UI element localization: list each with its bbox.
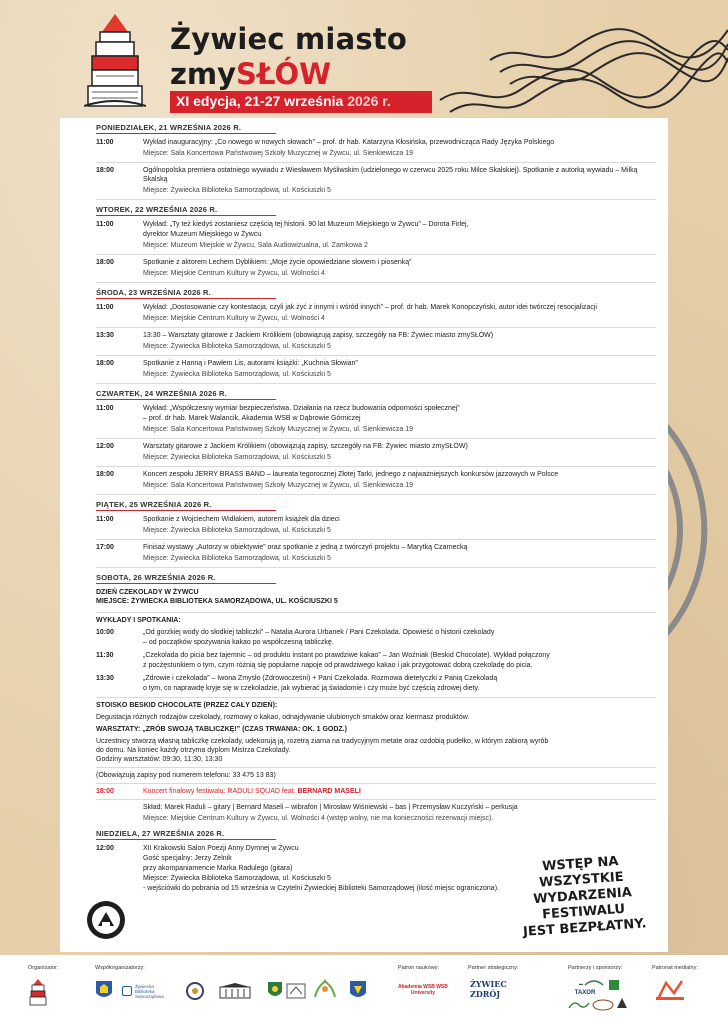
event-details: [143, 359, 656, 380]
event-details: [143, 258, 656, 279]
mck-building-icon: [218, 983, 252, 999]
workshop-text-2: do domu. Na koniec każdy otrzyma dyplom Mistrza Czekolady.: [96, 747, 291, 754]
event-details: [143, 515, 656, 536]
festival-logo-tower: [84, 14, 146, 112]
sponsors-footer: [0, 955, 728, 1024]
event-time: 13:30: [96, 332, 114, 339]
event-row: [96, 138, 656, 159]
school-logo-icon: [286, 983, 306, 999]
event-row: [96, 331, 656, 352]
title-highlight: SŁÓW: [236, 57, 332, 91]
concert-title-prefix: Koncert finałowy festiwalu: RADULI SQUAD feat.: [143, 788, 296, 795]
chocolate-day-heading: DZIEŃ CZEKOLADY W ŻYWCU: [96, 589, 199, 596]
day-underline: [96, 298, 276, 299]
talk-details: [143, 674, 656, 694]
concert-event: [96, 787, 656, 796]
ngo-logo-icon: [312, 979, 338, 1001]
divider: [96, 697, 656, 698]
free-entry-line-2: WYDARZENIA FESTIWALU: [532, 885, 633, 923]
media-label: Patronat medialny:: [652, 965, 698, 971]
media-patron-logo-icon: [654, 979, 686, 1003]
sunday-line-3: przy akompaniamencie Marka Radulego (gitara): [143, 865, 293, 872]
event-time: 17:00: [96, 544, 114, 551]
event-row: [96, 404, 656, 435]
edition-year: 2026 r.: [347, 93, 391, 109]
event-location: Miejsce: Żywiecka Biblioteka Samorządowa, ul. Kościuszki 5: [143, 187, 331, 194]
talk-description: o tym, co naprawdę kryje się w czekoladzie, jak wybierać ją świadomie i czy może być częścią zdrowej diety.: [143, 685, 480, 692]
event-time: 18:00: [96, 360, 114, 367]
day-underline: [96, 399, 276, 400]
day-label: PONIEDZIAŁEK, 21 WRZEŚNIA 2026 R.: [96, 123, 242, 132]
partners-label: Partnerzy i sponsorzy:: [568, 965, 623, 971]
zbs-logo: Żywiecka Biblioteka Samorządowa: [122, 981, 174, 1001]
talk-details: [143, 628, 656, 648]
talk-row: [96, 651, 656, 671]
event-details: [143, 331, 656, 352]
divider: [96, 466, 656, 467]
workshop-text-1: Uczestnicy stworzą własną tabliczkę czekolady, udekorują ją, rozetrą ziarna na tradycyjnym metate oraz ozdobią pudełko, w którym zabiorą wyrób: [96, 738, 549, 745]
event-description: Finisaż wystawy „Autorzy w obiektywie” oraz spotkanie z jedną z twórczyń projektu – Marytką Czarnecką: [143, 544, 468, 551]
day-underline: [96, 583, 276, 584]
museum-logo-icon: [186, 981, 204, 1001]
day-saturday: [96, 571, 656, 824]
silesia-coat-of-arms-icon: [350, 981, 366, 1001]
event-location: Miejsce: Sala Koncertowa Państwowej Szkoły Muzycznej w Żywcu, ul. Sienkiewicza 19: [143, 426, 413, 433]
talk-row: [96, 628, 656, 648]
talk-description: „Od gorzkiej wody do słodkiej tabliczki” – Natalia Aurora Urbanek / Pani Czekolada. Opowieść o historii czekolady: [143, 629, 495, 636]
event-time: 11:00: [96, 304, 114, 311]
event-location: Miejsce: Miejskie Centrum Kultury w Żywcu, ul. Wolności 4: [143, 315, 325, 322]
edition-text: XI edycja, 21-27 września: [176, 93, 344, 109]
workshop-signup: (Obowiązują zapisy pod numerem telefonu: 33 475 13 83): [96, 772, 276, 779]
event-description: Ogólnopolska premiera ostatniego wywiadu z Wiesławem Myśliwskim (udzielonego w czerwcu 2025 roku Milce Skalskiej). Spotkanie z autorką wywiadu – Milką Skalską: [143, 167, 638, 183]
event-details: [143, 543, 656, 564]
concert-details: [96, 803, 656, 824]
divider: [96, 567, 656, 568]
event-description: Wykład: „Współczesny wymiar bezpieczeństwa. Działania na rzecz budowania odporności społecznej”: [143, 405, 460, 412]
event-description: Koncert zespołu JERRY BRASS BAND – laureata tegorocznej Złotej Tarki, jednego z najważniejszych konkursów jazzowych w Polsce: [143, 471, 559, 478]
event-row: [96, 543, 656, 564]
event-location: Miejsce: Miejskie Centrum Kultury w Żywcu, ul. Wolności 4: [143, 270, 325, 277]
event-details: [143, 442, 656, 463]
edition-banner: [170, 91, 432, 113]
divider: [96, 539, 656, 540]
divider: [96, 494, 656, 495]
event-description: Wykład: „Dostosowanie czy kontestacja, czyli jak żyć z innymi i wśród innych” – prof. dr hab. Marek Konopczyński, autor idei twórczej resocjalizacji: [143, 304, 597, 311]
divider: [96, 383, 656, 384]
event-time: 11:00: [96, 405, 114, 412]
event-time: 18:00: [96, 471, 114, 478]
sunday-line-5: - wejściówki do pobrania od 15 września w Czytelni Żywieckiej Biblioteki Samorządowej (ilość miejsc ograniczona).: [143, 885, 499, 892]
divider: [96, 162, 656, 163]
day-label: NIEDZIELA, 27 WRZEŚNIA 2026 R.: [96, 829, 225, 838]
talk-description: – od początków spożywania kakao po współczesną tabliczkę.: [143, 639, 334, 646]
talk-time: 10:00: [96, 629, 114, 636]
event-description: – prof. dr hab. Marek Walancik, Akademia WSB w Dąbrowie Górniczej: [143, 415, 361, 422]
day-underline: [96, 510, 276, 511]
event-row: [96, 220, 656, 251]
divider: [96, 612, 656, 613]
partner-triangle-icon: [616, 997, 628, 1009]
wsb-logo: Akademia WSB WSB University: [398, 984, 448, 996]
program-schedule: [96, 121, 656, 897]
taxor-logo: TAXOR: [574, 989, 596, 996]
divider: [96, 438, 656, 439]
concert-title-name: BERNARD MASELI: [297, 788, 361, 795]
divider: [96, 282, 656, 283]
talk-description: „Czekolada do picia bez tajemnic – od produktu instant po prawdziwe kakao” – Jan Woźniak (Beskid Chocolate). Wykład połączony: [143, 652, 550, 659]
organizer-label: Organizator:: [28, 965, 59, 971]
strategic-partner-label: Partner strategiczny:: [468, 965, 519, 971]
divider: [96, 199, 656, 200]
talks-list: [96, 628, 656, 694]
event-time: 11:00: [96, 139, 114, 146]
sunday-line-4: Miejsce: Żywiecka Biblioteka Samorządowa, ul. Kościuszki 5: [143, 875, 331, 882]
event-location: Miejsce: Żywiecka Biblioteka Samorządowa, ul. Kościuszki 5: [143, 555, 331, 562]
day-label: SOBOTA, 26 WRZEŚNIA 2026 R.: [96, 573, 216, 582]
event-description: Wykład: „Ty też kiedyś zostaniesz częścią tej historii. 90 lat Muzeum Miejskiego w Żywcu” – Dorota Firlej,: [143, 221, 469, 228]
day-label: ŚRODA, 23 WRZEŚNIA 2026 R.: [96, 288, 211, 297]
event-time: 12:00: [96, 845, 114, 852]
event-location: Miejsce: Sala Koncertowa Państwowej Szkoły Muzycznej w Żywcu, ul. Sienkiewicza 19: [143, 482, 413, 489]
event-location: Miejsce: Żywiecka Biblioteka Samorządowa, ul. Kościuszki 5: [143, 343, 331, 350]
festival-title-line1: Żywiec miasto: [170, 22, 407, 56]
day-label: WTOREK, 22 WRZEŚNIA 2026 R.: [96, 205, 218, 214]
event-time: 18:00: [96, 167, 114, 174]
event-description: Spotkanie z Wojciechem Widłakiem, autorem książek dla dzieci: [143, 516, 340, 523]
free-entry-line-1: WSTĘP NA WSZYSTKIE: [538, 854, 625, 891]
concert-location: Miejsce: Miejskie Centrum Kultury w Żywcu, ul. Wolności 4 (wstęp wolny, nie ma konieczności rezerwacji miejsc).: [143, 815, 494, 822]
partner-oval-icon: [592, 999, 614, 1011]
event-row: [96, 470, 656, 491]
event-description: Spotkanie z Hanną i Pawłem Lis, autorami książki: „Kuchnia Słowian”: [143, 360, 358, 367]
event-description: Warsztaty gitarowe z Jackiem Królikiem (obowiązują zapisy, szczegóły na FB: Żywiec miasto zmySŁÓW): [143, 443, 468, 450]
talk-row: [96, 674, 656, 694]
day-section: [96, 121, 656, 200]
wave-lines-decoration: [430, 0, 728, 120]
event-time: 18:00: [96, 259, 114, 266]
free-entry-notice: [505, 852, 660, 942]
event-details: [143, 138, 656, 159]
powiat-coat-of-arms-icon: [268, 982, 282, 1000]
chocolate-day-location: MIEJSCE: ŻYWIECKA BIBLIOTEKA SAMORZĄDOWA, UL. KOŚCIUSZKI 5: [96, 598, 338, 605]
patron-label: Patron naukowy:: [398, 965, 439, 971]
event-details: [143, 166, 656, 196]
event-description: dyrektor Muzeum Miejskiego w Żywcu: [143, 231, 262, 238]
talk-time: 13:30: [96, 675, 114, 682]
event-time: 12:00: [96, 443, 114, 450]
zywiec-coat-of-arms-icon: [96, 981, 112, 1001]
event-details: [143, 220, 656, 251]
event-time: 11:00: [96, 516, 114, 523]
workshop-heading: WARSZTATY: „ZRÓB SWOJĄ TABLICZKĘ!” (CZAS TRWANIA: OK. 1 GODZ.): [96, 726, 347, 733]
day-underline: [96, 215, 276, 216]
event-location: Miejsce: Sala Koncertowa Państwowej Szkoły Muzycznej w Żywcu, ul. Sienkiewicza 19: [143, 150, 413, 157]
festival-title-line2: [170, 57, 331, 91]
zywiec-zdroj-logo: ŻYWIEC ZDRÓJ: [470, 979, 507, 999]
day-section: [96, 286, 656, 384]
partner-leaf-icon: [608, 979, 620, 991]
organizer-logo-icon: [28, 979, 48, 1007]
sunday-line-2: Gość specjalny: Jerzy Zelnik: [143, 855, 232, 862]
event-location: Miejsce: Żywiecka Biblioteka Samorządowa, ul. Kościuszki 5: [143, 454, 331, 461]
divider: [96, 327, 656, 328]
title-prefix: zmy: [170, 57, 237, 91]
divider: [96, 799, 656, 800]
event-description: 13:30 – Warsztaty gitarowe z Jackiem Królikiem (obowiązują zapisy, szczegóły na FB: Żywiec miasto zmySŁÓW): [143, 332, 494, 339]
concert-title: [143, 787, 656, 796]
salon-poezji-stamp-icon: [86, 900, 126, 940]
concert-time: 18:00: [96, 788, 114, 795]
coorganizers-label: Współorganizatorzy:: [95, 965, 145, 971]
talk-details: [143, 651, 656, 671]
event-row: [96, 258, 656, 279]
workshop-hours: Godziny warsztatów: 09:30, 11:30, 13:30: [96, 756, 223, 763]
event-row: [96, 166, 656, 196]
event-details: [143, 404, 656, 435]
event-location: Miejsce: Muzeum Miejskie w Żywcu, Sala Audiowizualna, ul. Zamkowa 2: [143, 242, 368, 249]
event-location: Miejsce: Żywiecka Biblioteka Samorządowa, ul. Kościuszki 5: [143, 371, 331, 378]
event-details: [143, 303, 656, 324]
event-row: [96, 442, 656, 463]
stand-heading: STOISKO BESKID CHOCOLATE (PRZEZ CAŁY DZIEŃ):: [96, 702, 278, 709]
event-details: [143, 470, 656, 491]
event-description: Spotkanie z aktorem Lechem Dyblikiem: „Moje życie opowiedziane słowem i piosenką”: [143, 259, 412, 266]
partner-wave-icon: [568, 1000, 590, 1010]
day-section: [96, 203, 656, 283]
talk-time: 11:30: [96, 652, 114, 659]
event-location: Miejsce: Żywiecka Biblioteka Samorządowa, ul. Kościuszki 5: [143, 527, 331, 534]
event-row: [96, 515, 656, 536]
concert-lineup: Skład: Marek Raduli – gitary | Bernard Maseli – wibrafon | Mirosław Wiśniewski – bas | Przemysław Kuczyński – perkusja: [143, 804, 518, 811]
day-underline: [96, 133, 276, 134]
event-time: 11:00: [96, 221, 114, 228]
event-row: [96, 359, 656, 380]
event-row: [96, 303, 656, 324]
stand-text: Degustacja różnych rodzajów czekolady, rozmowy o kakao, odnajdywanie ulubionych smaków oraz kiermasz produktów.: [96, 714, 470, 721]
talk-description: z pocżęstunkiem o tym, czym różnią się popularne napoje od prawdziwego kakao i jak przygotować dobrą czekoladę do picia.: [143, 662, 533, 669]
divider: [96, 767, 656, 768]
talk-description: „Zdrowie i czekolada” – Iwona Zmysło (Zdrowocześni) + Pani Czekolada. Rozmowa dietetyczki z Panią Czekoladą: [143, 675, 498, 682]
day-underline: [96, 839, 276, 840]
day-section: [96, 498, 656, 568]
sunday-line-1: XII Krakowski Salon Poezji Anny Dymnej w Żywcu: [143, 845, 299, 852]
divider: [96, 254, 656, 255]
free-entry-line-3: JEST BEZPŁATNY.: [522, 916, 647, 940]
partner-logo-small-1: ▬: [579, 980, 583, 986]
day-label: CZWARTEK, 24 WRZEŚNIA 2026 R.: [96, 389, 227, 398]
divider: [96, 355, 656, 356]
partner-swirl-icon: [584, 979, 604, 987]
event-description: Wykład inauguracyjny: „Co nowego w nowych słowach” – prof. dr hab. Katarzyna Kłosińska, przewodnicząca Rady Języka Polskiego: [143, 139, 555, 146]
days-list: [96, 121, 656, 568]
day-section: [96, 387, 656, 495]
talks-heading: WYKŁADY I SPOTKANIA:: [96, 617, 181, 624]
day-label: PIĄTEK, 25 WRZEŚNIA 2026 R.: [96, 500, 212, 509]
divider: [96, 783, 656, 784]
